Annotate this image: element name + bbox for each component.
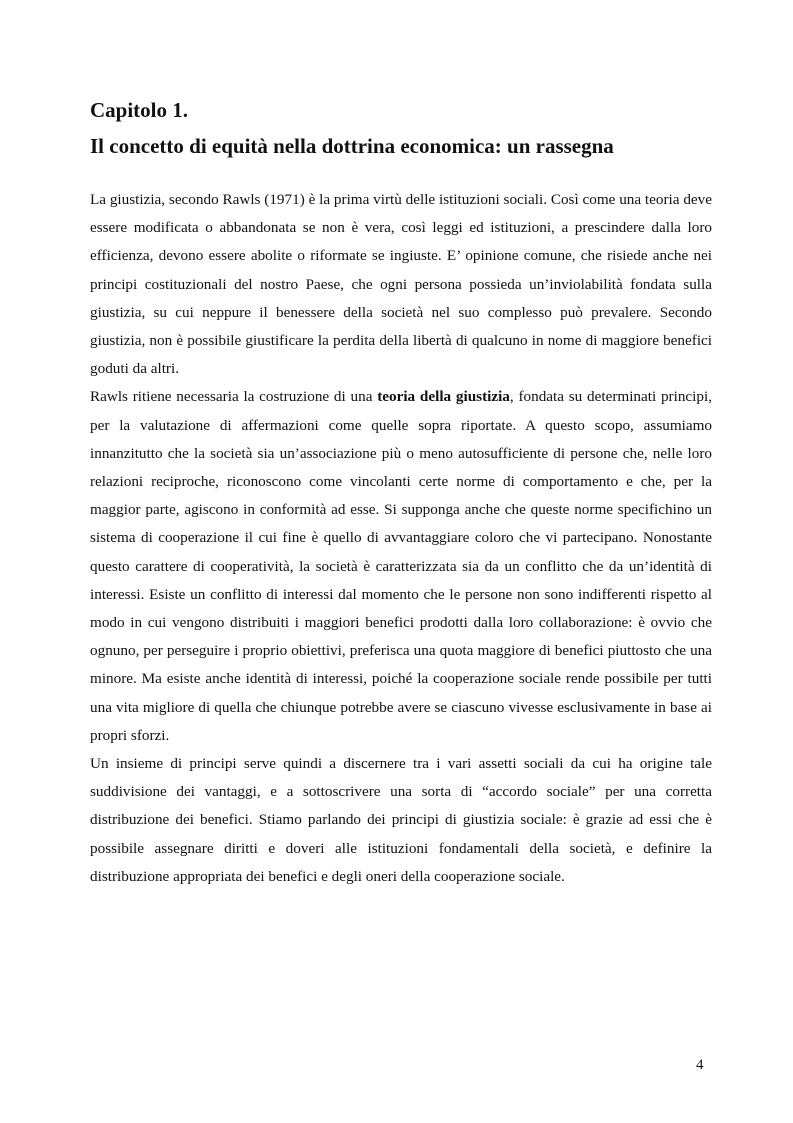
- paragraph-2-lead: Rawls ritiene necessaria la costruzione di una: [90, 388, 378, 406]
- paragraph-2: [90, 383, 712, 750]
- paragraph-2-rest: , fondata su determinati principi, per la valutazione di affermazioni come quelle sopra riportate. A questo scopo, assumiamo innanzitutto che la società sia un’associazione più o meno autosufficiente di persone che, nelle loro relazioni reciproche, riconoscono come vincolanti certe norme di comportamento e che, per la maggior parte, agiscono in conformità ad esse. Si supponga anche che queste norme specifichino un sistema di cooperazione il cui fine è quello di avvantaggiare coloro che vi partecipano. Nonostante questo carattere di cooperatività, la società è caratterizzata sia da un conflitto che da un’identità di interessi. Esiste un conflitto di interessi dal momento che le persone non sono indifferenti rispetto al modo in cui vengono distribuiti i maggiori benefici prodotti dalla loro collaborazione: è ovvio che ognuno, per perseguire i proprio obiettivi, preferisca una quota maggiore di benefici piuttosto che una minore. Ma esiste anche identità di interessi, poiché la cooperazione sociale rende possibile per tutti una vita migliore di quella che chiunque potrebbe avere se ciascuno vivesse esclusivamente in base ai propri sforzi.: [90, 388, 712, 744]
- chapter-title: Il concetto di equità nella dottrina economica: un rassegna: [90, 134, 614, 158]
- emphasized-term: teoria della giustizia: [377, 388, 510, 406]
- paragraph-1: La giustizia, secondo Rawls (1971) è la prima virtù delle istituzioni sociali. Così come una teoria deve essere modificata o abbandonata se non è vera, così leggi ed istituzioni, a prescindere dalla loro efficienza, devono essere abolite o riformate se ingiuste. E’ opinione comune, che risiede anche nei principi costituzionali del nostro Paese, che ogni persona possieda un’inviolabilità fondata sulla giustizia, su cui neppure il benessere della società nel suo complesso può prevalere. Secondo giustizia, non è possibile giustificare la perdita della libertà di qualcuno in nome di maggiore benefici goduti da altri.: [90, 191, 712, 378]
- body-text: [90, 186, 712, 891]
- page-number: 4: [696, 1057, 704, 1073]
- chapter-number: Capitolo 1.: [90, 98, 189, 122]
- chapter-heading: [90, 92, 730, 164]
- paragraph-3: Un insieme di principi serve quindi a discernere tra i vari assetti sociali da cui ha origine tale suddivisione dei vantaggi, e a sottoscrivere una sorta di “accordo sociale” per una corretta distribuzione dei benefici. Stiamo parlando dei principi di giustizia sociale: è grazie ad essi che è possibile assegnare diritti e doveri alle istituzioni fondamentali della società, e definire la distribuzione appropriata dei benefici e degli oneri della cooperazione sociale.: [90, 755, 712, 885]
